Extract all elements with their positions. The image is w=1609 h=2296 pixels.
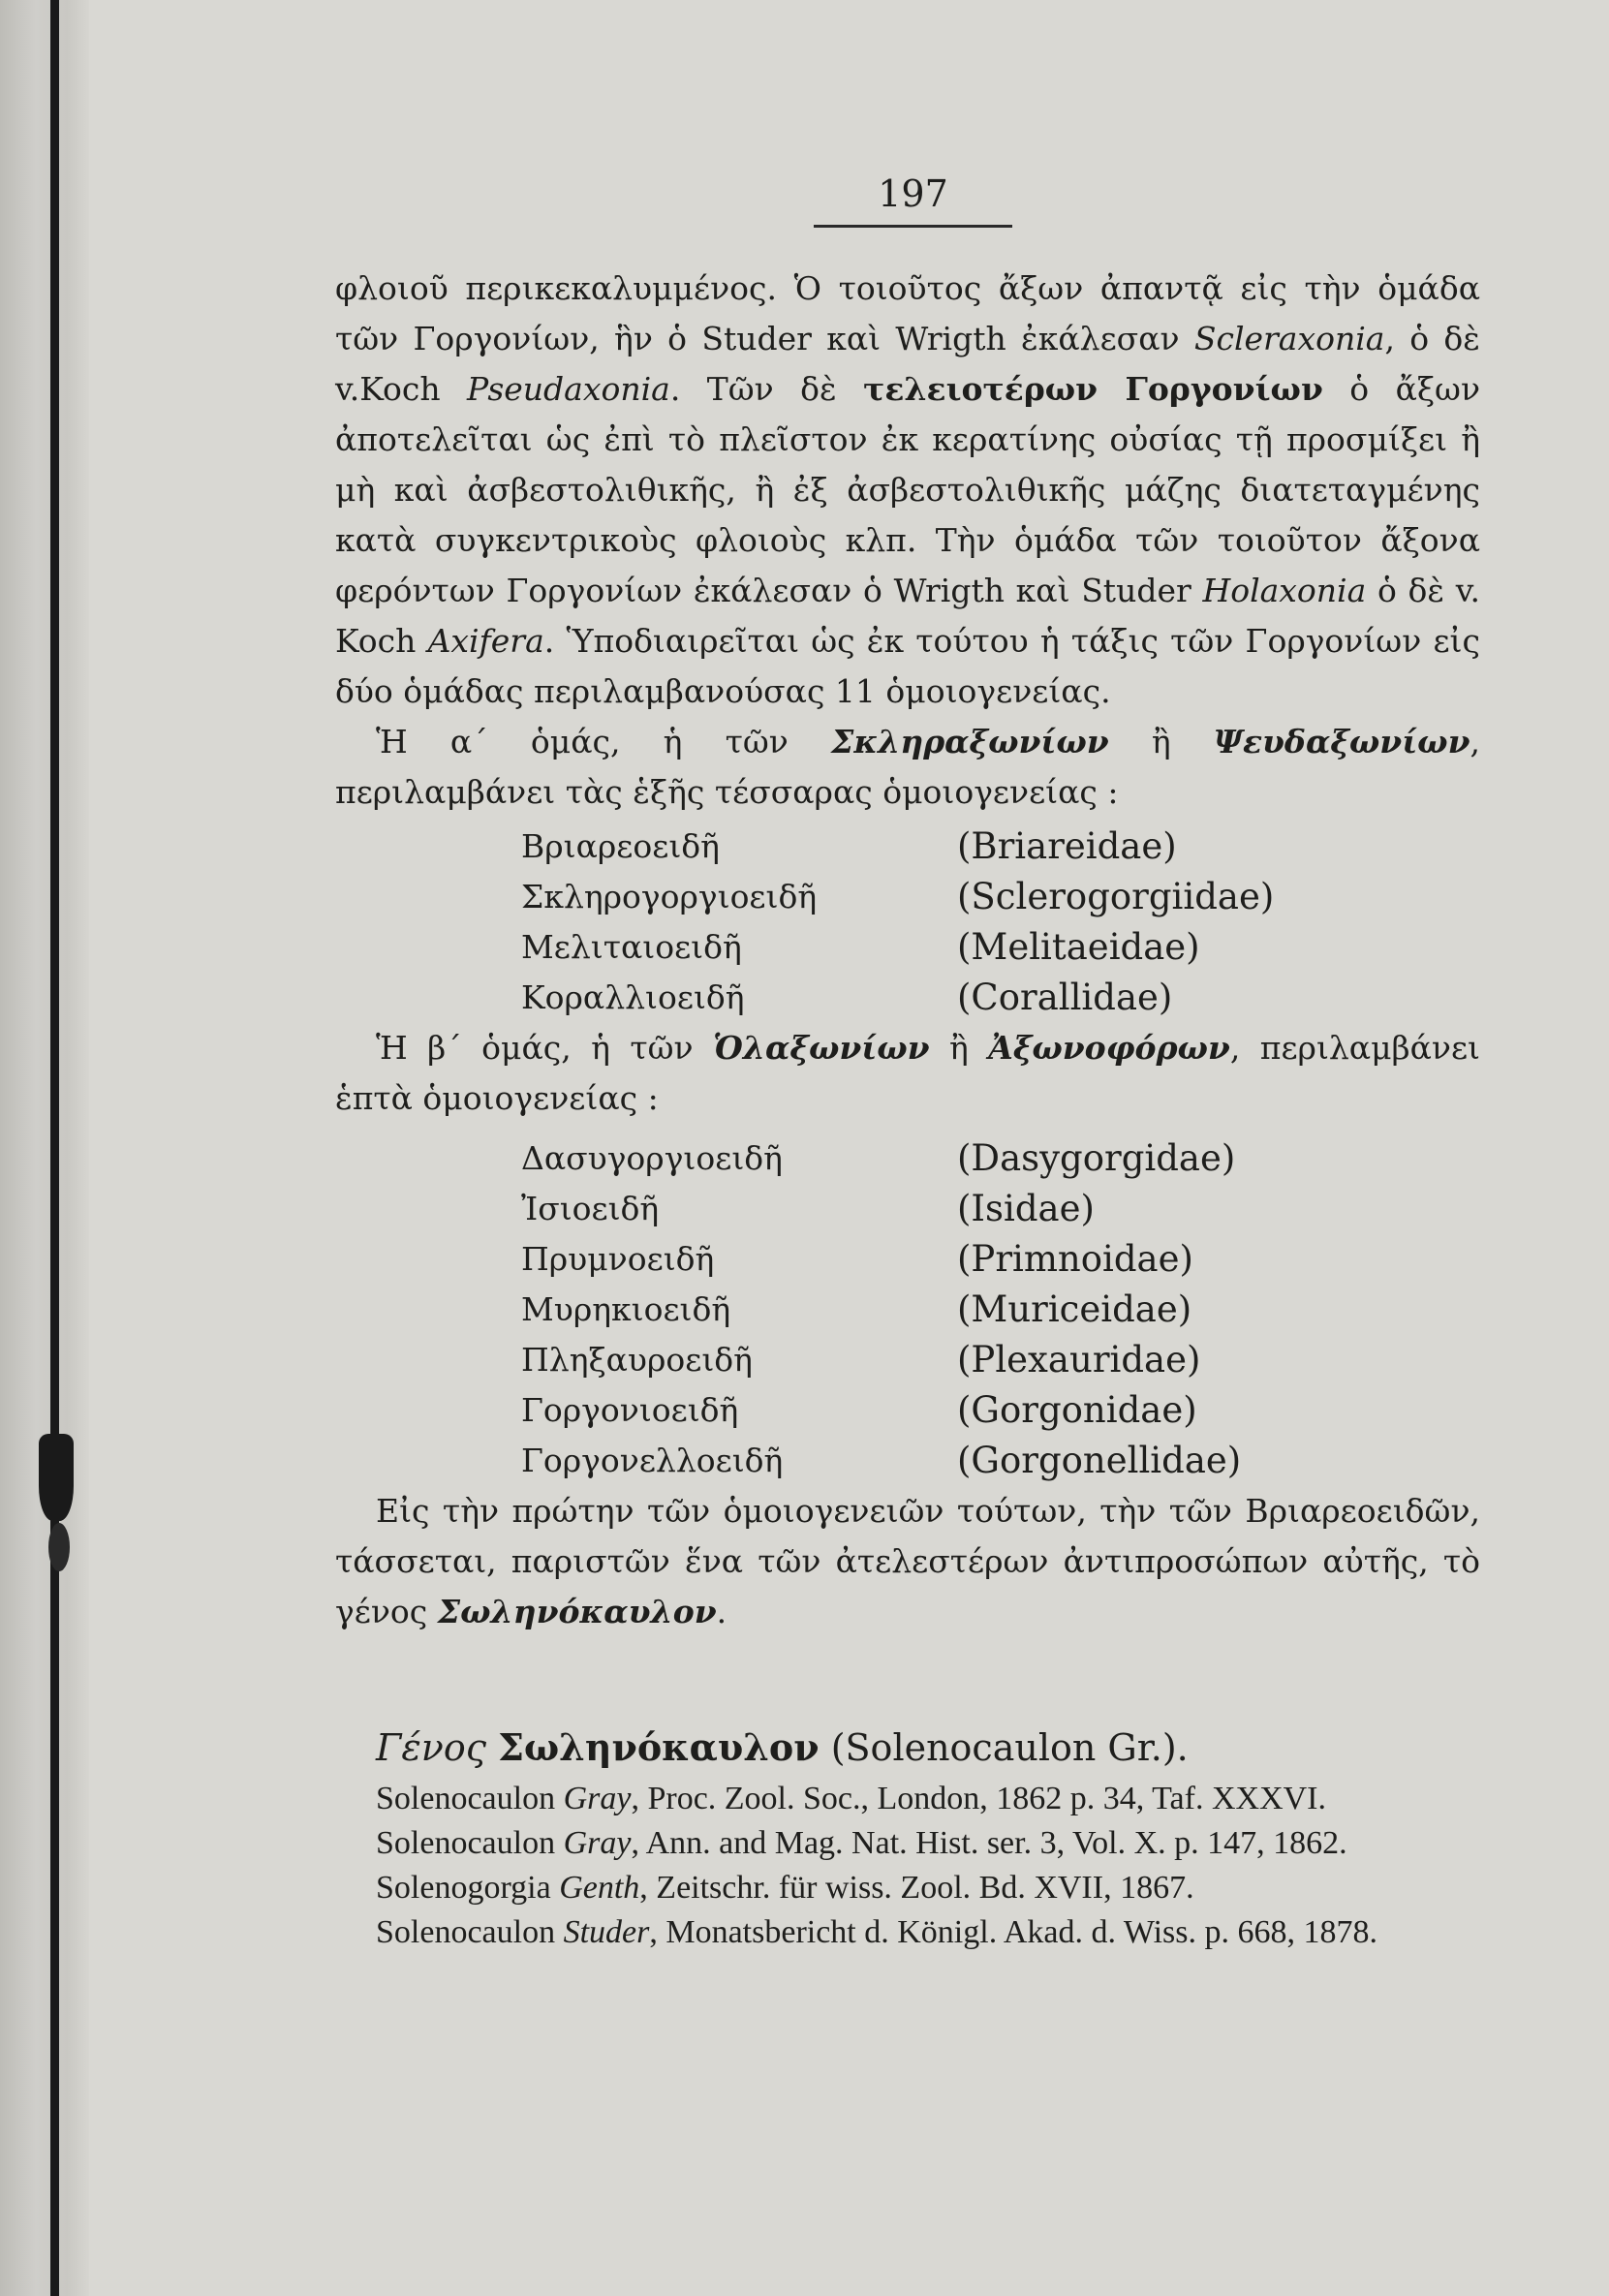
list-item: Σκληρογοργιοειδῆ (Sclerogorgiidae) bbox=[521, 876, 1275, 917]
page-body bbox=[335, 264, 1480, 1955]
list-item: Γοργονιοειδῆ (Gorgonidae) bbox=[521, 1389, 1197, 1431]
list-item: Ἰσιοειδῆ (Isidae) bbox=[521, 1188, 1095, 1229]
list-item: Μελιταιοειδῆ (Melitaeidae) bbox=[521, 926, 1200, 968]
reference-entry: Solenocaulon Studer, Monatsbericht d. Königl. Akad. d. Wiss. p. 668, 1878. bbox=[376, 1914, 1377, 1950]
family-list-group-b bbox=[335, 1133, 1480, 1486]
list-item: Δασυγοργιοειδῆ (Dasygorgidae) bbox=[521, 1137, 1236, 1179]
paragraph-group-b: Ἡ β΄ ὁμάς, ἡ τῶν Ὁλαξωνίων ἢ Ἀξωνοφόρων, περιλαμβάνει ἑπτὰ ὁμοιογενείας : bbox=[335, 1029, 1480, 1117]
list-item: Μυρηκιοειδῆ (Muriceidae) bbox=[521, 1288, 1192, 1330]
binding-blot-lower bbox=[48, 1523, 70, 1571]
family-list-group-a bbox=[335, 822, 1480, 1023]
paragraph-axon-description: φλοιοῦ περικεκαλυμμένος. Ὁ τοιοῦτος ἄξων ἀπαντᾷ εἰς τὴν ὁμάδα τῶν Γοργονίων, ἣν ὁ Studer καὶ Wrigth ἐκάλεσαν Scleraxonia, ὁ δὲ v.Koch Pseudaxonia. Τῶν δὲ τελειοτέρων Γοργονίων ὁ ἄξων ἀποτελεῖται ὡς ἐπὶ τὸ πλεῖστον ἐκ κερατίνης οὐσίας τῇ προσμίξει ἢ μὴ καὶ ἀσβεστολιθικῆς, ἢ ἐξ ἀσβεστολιθικῆς μάζης διατεταγμένης κατὰ συγκεντρικοὺς φλοιοὺς κλπ. Τὴν ὁμάδα τῶν τοιοῦτον ἄξονα φερόντων Γοργονίων ἐκάλεσαν ὁ Wrigth καὶ Studer Holaxonia ὁ δὲ v. Koch Axifera. Ὑποδιαιρεῖται ὡς ἐκ τούτου ἡ τάξις τῶν Γοργονίων εἰς δύο ὁμάδας περιλαμβανούσας 11 ὁμοιογενείας. bbox=[335, 269, 1481, 710]
list-item: Βριαρεοειδῆ (Briareidae) bbox=[521, 825, 1177, 867]
binding-edge bbox=[50, 0, 59, 2296]
binding-blot bbox=[39, 1434, 74, 1521]
reference-entry: Solenocaulon Gray, Ann. and Mag. Nat. Hist. ser. 3, Vol. X. p. 147, 1862. bbox=[376, 1825, 1347, 1861]
page-number: 197 bbox=[814, 172, 1012, 228]
genus-heading: Γένος Σωληνόκαυλον (Solenocaulon Gr.). bbox=[376, 1725, 1189, 1769]
list-item: Πληξαυροειδῆ (Plexauridae) bbox=[521, 1339, 1201, 1381]
book-spine-shadow bbox=[0, 0, 89, 2296]
reference-entry: Solenogorgia Genth, Zeitschr. für wiss. Zool. Bd. XVII, 1867. bbox=[376, 1870, 1194, 1906]
list-item: Κοραλλιοειδῆ (Corallidae) bbox=[521, 977, 1173, 1018]
list-item: Πρυμνοειδῆ (Primnoidae) bbox=[521, 1238, 1193, 1280]
synonymy-references bbox=[335, 1777, 1480, 1955]
list-item: Γοργονελλοειδῆ (Gorgonellidae) bbox=[521, 1440, 1242, 1481]
reference-entry: Solenocaulon Gray, Proc. Zool. Soc., London, 1862 p. 34, Taf. XXXVI. bbox=[376, 1781, 1327, 1816]
paragraph-group-a: Ἡ α΄ ὁμάς, ἡ τῶν Σκληραξωνίων ἢ Ψευδαξωνίων, περιλαμβάνει τὰς ἑξῆς τέσσαρας ὁμοιογενείας : bbox=[335, 723, 1480, 811]
paragraph-first-family: Εἰς τὴν πρώτην τῶν ὁμοιογενειῶν τούτων, τὴν τῶν Βριαρεοειδῶν, τάσσεται, παριστῶν ἕνα τῶν ἀτελεστέρων ἀντιπροσώπων αὐτῆς, τὸ γένος Σωληνόκαυλον. bbox=[335, 1492, 1480, 1630]
